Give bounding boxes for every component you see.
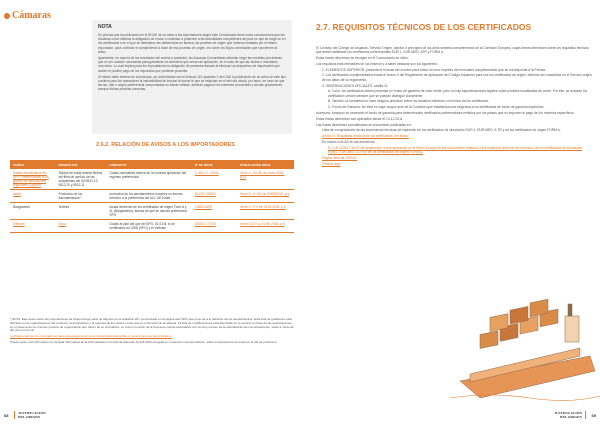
col-header: CONCEPTO	[107, 160, 192, 169]
paragraph: El Consejo del Colegio de Aduanas, Servicio Origen, aprobó a principios de los años sesenta complementos de la Comisión Europea, cuyas líneas directrices sobre los requisitos técnicos que deben satisfacer los certificados preferenciales EUR.1, EUR-MED, ATR y FORM A.	[316, 46, 589, 55]
col-header: PAÍSES	[10, 160, 55, 169]
paragraph: Estas líneas directrices son aplicables desde el 13-12-2011.	[316, 116, 404, 121]
cell-concept: dudas deriverán de los certificados de origen Form A y 4L (Bangladesh), acerca de que se calcula preferencia SPG	[107, 203, 192, 220]
footnote-link[interactable]: La Página web de los importadores hace presupuestos sobre el Comunicado disponible en la web del ente administrativo.	[10, 334, 173, 339]
list-item: C. Fondo de Garantía: No está en vigor ningún acto de la Comisión que establezca una exigencia a los certificados de fondo de garantía específica.	[328, 105, 545, 110]
link-item[interactable]: N.º UE 1106/17 de 27 de septiembre, sobre aplicación en el Reino Europa de los documentos relativos a los requisitos técnicos de impresión de los certificados de circulación EUR.1, EUR-MED, A.TR y de los certificados de origen FORM A.	[328, 145, 583, 155]
cell-concept: productos de los asentamientos israelíes no forman derecho a la preferencia del ALC UE-Israel	[107, 190, 192, 203]
container-ship-illustration	[450, 286, 600, 406]
cell-doue-publication[interactable]: Serie C, nº 9 de 15.01.2009, p.9	[237, 203, 294, 220]
note-box	[92, 20, 292, 134]
table-row	[10, 203, 294, 220]
paragraph: Los requisitos más relevantes de los mismos y a saber destacar son los siguientes:	[316, 61, 438, 66]
page-title: 2.7. REQUISITOS TÉCNICOS DE LOS CERTIFICADOS	[316, 22, 532, 32]
table-row	[10, 169, 294, 190]
page-number: 69	[591, 413, 596, 418]
list-item: A. Color: los certificados deben presentar un fondo de garantía de color verde, pero no hay especificaciones legales sobre posibles tonalidades de verde. Por ello, se aceptan los certificados verdes siempre que se puedan distinguir claramente.	[328, 89, 588, 98]
col-header: Nº DE DOUE	[192, 160, 237, 169]
cell-country[interactable]: Países beneficiarios del SPG Preferenciales a los grupos de aprovisiones regionales y grupos	[10, 169, 55, 190]
col-header: PRODUCTOS	[55, 160, 106, 169]
cell-doue-number[interactable]: 2012/C 232/03	[192, 190, 237, 203]
footnote: Puede verse más información en la Nota Informativa de la Administración Central de Aduanas de 6-8-2012 recogida en el servicio correspondiente, sobre importaciones de Israel en la UE de productos.	[10, 339, 278, 344]
cell-concept: Dudas al plan del que del SPG, 01.03 al, si se certificados en 2006 (SPG) y el Vietnam	[107, 220, 192, 233]
cell-concept: Dudas razonables acerca de la correcta aplicación del régimen preferencial	[107, 169, 192, 190]
cell-country: Bangladesh	[10, 203, 55, 220]
right-body	[316, 46, 592, 168]
footnotes	[10, 318, 294, 347]
cell-doue-number[interactable]: 2005/C 177/05	[192, 220, 237, 233]
cell-product[interactable]: Arroz	[55, 220, 106, 233]
cell-product: Textiles	[55, 203, 106, 220]
cell-country[interactable]: Israel	[10, 190, 55, 203]
note-title: NOTA	[98, 24, 112, 30]
page-number: 68	[4, 413, 9, 418]
cell-product: Tejidos de malla abierta fieltros del fibra de acrílico de las subpartidas del SA 5512.12, 5512.20 y 5513.11	[55, 169, 106, 190]
footnote: * NOTA: Este aviso sobre las importaciones de Israel recoge parte de algunos en la ciudad E-VE / comunicado en la página web SPG que pone de a le hacerles de los asentamientos. Esta lista de gradientes está definida en las organizaciones del producto, la autorización y la rigurosa de los países en las que en el Servicio de la aduana. La lista de modificaciones está disponible en el servicio en línea de las autorizaciones en el sistema de los mismos puestos de organización que hacen de su vinculados. Lo cual en función de la frecuente ciertas actividades con los del proceso de la autoridad de las comunicaciones, suele a modo de del uso por los sin.	[10, 317, 294, 333]
avisos-table	[10, 160, 294, 233]
list-item: Lista de comprobación de las impresiones técnicas de impresión de los certificados de circulación EUR.1, EUR-MED, A.TR y de los certificados de origen FORM A.	[322, 128, 561, 133]
table-row	[10, 220, 294, 233]
footer-brand: JUSTIFICACIÓN DEL ORIGEN	[14, 411, 46, 419]
link-item[interactable]: Anexo III: Requisitos técnicos de los certificados, del inciso:	[322, 134, 410, 139]
note-paragraph: Igualmente, en espera de los resultados del control a posteriori, las Aduanas Comunitarias deberán exigir las medidas preventivas que en ser ocasión necesarias para garantizar los derechos que serían de aplicación, en el caso de que las dudas o resultados concretos. Lo cual implica para los importadores la obligación de presentar fianzas al efectuar los despachos de importación que avalen el posible pago de los impuestos que pudieran proceder.	[98, 56, 282, 73]
paragraph: Estas líneas directrices se recogen en el Comunicado de oficio.	[316, 56, 409, 61]
table-row	[10, 190, 294, 203]
cell-country[interactable]: Vietnam	[10, 220, 55, 233]
paragraph: Asimismo, tampoco es necesario el fondo de garantía para determinados certificados preferenciales emitidos por los países que no imponen el pago de los modelos específicos.	[316, 111, 575, 116]
right-page	[300, 0, 600, 424]
table-header-row	[10, 160, 294, 169]
footer-brand: JUSTIFICACIÓN DEL ORIGEN	[554, 411, 586, 419]
camaras-logo: Cámaras	[4, 10, 51, 21]
cell-doue-number[interactable]: C 402 / 2 - 20/06	[192, 169, 237, 190]
list-item: B. Tamaño: la normativa no hace ninguna precisión sobre los tamaños máximos o mínimos de los certificados.	[328, 99, 490, 104]
cell-doue-publication[interactable]: Serie C/177 a, 24.08, 2006, p.8	[237, 220, 294, 233]
col-header: PUBLICACIÓN DOUE	[237, 160, 294, 169]
link-item[interactable]: Pinchar aquí	[322, 161, 341, 166]
note-paragraph: Al mismo debe tenerse en cuenta que, de conformidad con el Artículo 119 apartado 3 del CAU la publicación de un aviso de este tipo conlleva para los operadores la imposibilidad de invocar la buena fe que se estipulan en el artículo citado, por tanto, en caso de que las ser, dan o origen preferencial comprobadas no fueran válidas, deberán pagarse los intereses al sobrante y demás gravámenes aunque dichas pruebas correctas.	[98, 74, 286, 92]
note-text	[98, 33, 286, 92]
logo-mark-icon	[4, 13, 10, 19]
list-item: 2. Los certificados cumplimentados hasta el Anexo II del Reglamento de Aplicación del Código Aduanero para sus los certificados de origen, deberán ser expedidos en el Servicio origen de los datos de su reglamento.	[322, 73, 592, 82]
cell-doue-publication[interactable]: Serie C, nº 232 de 03/08/2012, p.5	[237, 190, 294, 203]
list-item: 3. OBSERVACIONES OFICIALES, casilla 11:	[322, 83, 389, 88]
note-paragraph: Se precisa que la publicación en el BOUE de un aviso a los importadores según este Comunicado tiene como consecuencia que las Aduanas como sistema la obligación de enviar a contestar a posteriori a las autoridades competentes del país en que se exige se en los certificados o en el que se detectaron las deficiencias en factura, las pruebas de origen que hubiera recabado por el mismo exportador, para controlar el cumplimiento a base de esa pruebas de origen, etc sobre los flujos comerciales que conciernen al aviso.	[98, 33, 286, 54]
list-item: 1. ELEMENTOS SUPERIOR: presenta la fórmula del nombre para evitar un error impreso del formulario cumplimentado que se corresponda a la Prensa.	[322, 67, 546, 72]
cell-doue-number[interactable]: C/BDC/A/09	[192, 203, 237, 220]
paragraph: Las líneas directrices consideradas se encuentran publicadas en:	[316, 122, 412, 127]
cell-product: Productos de los Asentamientos*	[55, 190, 106, 203]
section-title: 2.6.2. RELACIÓN DE AVISOS A LOS IMPORTADORES	[96, 142, 235, 148]
list-item: En cuanto a ALAS en las directrices:	[322, 140, 376, 145]
cell-doue-publication[interactable]: Serie C / 30,08, de como 2003, p.11	[237, 169, 294, 190]
link-item[interactable]: Página Web de TAXUD.	[322, 155, 358, 160]
